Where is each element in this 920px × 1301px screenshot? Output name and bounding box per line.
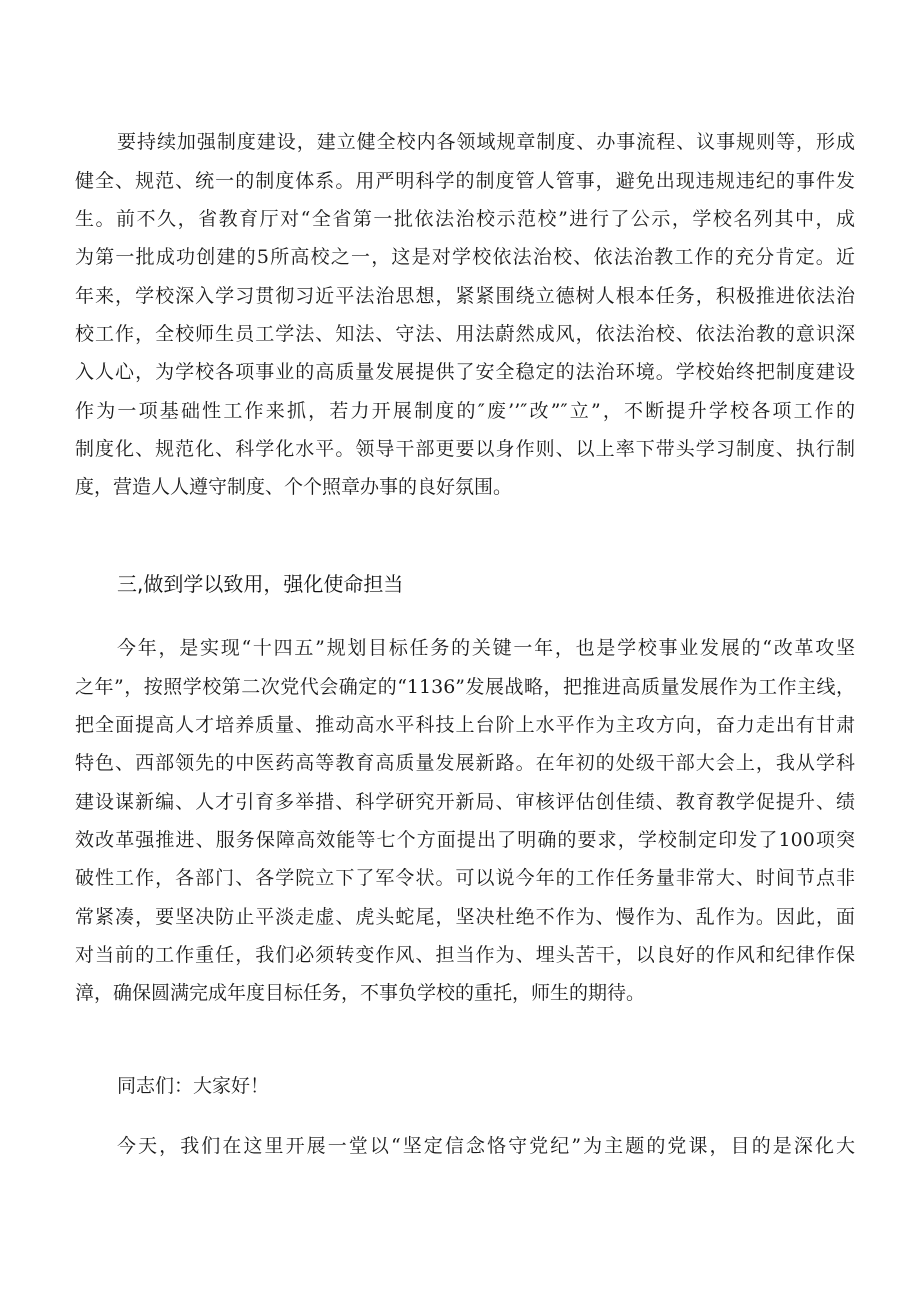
paragraph-1-line-9: 制度化、规范化、科学化水平。领导干部更要以身作则、以上率下带头学习制度、执行制	[75, 438, 855, 460]
paragraph-1-line-6: 校工作，全校师生员工学法、知法、守法、用法蔚然成风，依法治校、依法治教的意识深	[75, 323, 855, 345]
paragraph-1-line-5: 年来，学校深入学习贯彻习近平法治思想，紧紧围绕立德树人根本任务，积极推进依法治	[75, 285, 855, 307]
paragraph-1-line-7: 入人心，为学校各项事业的高质量发展提供了安全稳定的法治环境。学校始终把制度建设	[75, 361, 855, 383]
paragraph-2-line-1: 今年，是实现“十四五”规划目标任务的关键一年，也是学校事业发展的“改革攻坚	[117, 637, 855, 659]
paragraph-1-line-4: 为第一批成功创建的5所高校之一，这是对学校依法治校、依法治教工作的充分肯定。近	[75, 246, 855, 268]
greeting: 同志们：大家好！	[117, 1075, 270, 1097]
paragraph-1-line-3: 生。前不久，省教育厅对“全省第一批依法治校示范校”进行了公示，学校名列其中，成	[75, 208, 855, 230]
paragraph-2-line-10: 漳，确保圆满完成年度目标任务，不事负学校的重托，师生的期待。	[75, 982, 646, 1004]
paragraph-2-line-2: 之年”，按照学校第二次党代会确定的“1136”发展战略，把推进高质量发展作为工作主线，	[75, 676, 855, 698]
paragraph-2-line-3: 把全面提高人才培养质量、推动高水平科技上台阶上水平作为主攻方向，奋力走出有甘肃	[75, 714, 855, 736]
paragraph-1-line-1: 要持续加强制度建设，建立健全校内各领域规章制度、办事流程、议事规则等，形成	[117, 131, 855, 153]
paragraph-1-line-10: 度，营造人人遵守制度、个个照章办事的良好氛围。	[75, 476, 513, 498]
paragraph-3-line-1: 今天，我们在这里开展一堂以“坚定信念恪守党纪”为主题的党课，目的是深化大	[117, 1135, 855, 1157]
paragraph-1-line-8: 作为一项基础性工作来抓，若力开展制度的″废’’″改”″立”，不断提升学校各项工作的	[75, 400, 855, 422]
paragraph-2-line-5: 建设谋新编、人才引育多举措、科学研究开新局、审核评估创佳绩、教育教学促提升、绩	[75, 791, 855, 813]
paragraph-1-line-2: 健全、规范、统一的制度体系。用严明科学的制度管人管事，避免出现违规违纪的事件发	[75, 170, 855, 192]
section-heading: 三,做到学以致用，强化使命担当	[117, 572, 404, 596]
paragraph-2-line-8: 常紧凑，要坚决防止平淡走虚、虎头蛇尾，坚决杜绝不作为、慢作为、乱作为。因此，面	[75, 906, 855, 928]
paragraph-2-line-7: 破性工作，各部门、各学院立下了军令状。可以说今年的工作任务量非常大、时间节点非	[75, 867, 855, 889]
paragraph-2-line-6: 效改革强推进、服务保障高效能等七个方面提出了明确的要求，学校制定印发了100项突	[75, 829, 855, 851]
paragraph-2-line-4: 特色、西部领先的中医药高等教育高质量发展新路。在年初的处级干部大会上，我从学科	[75, 752, 855, 774]
paragraph-2-line-9: 对当前的工作重任，我们必须转变作风、担当作为、埋头苦干，以良好的作风和纪律作保	[75, 944, 855, 966]
